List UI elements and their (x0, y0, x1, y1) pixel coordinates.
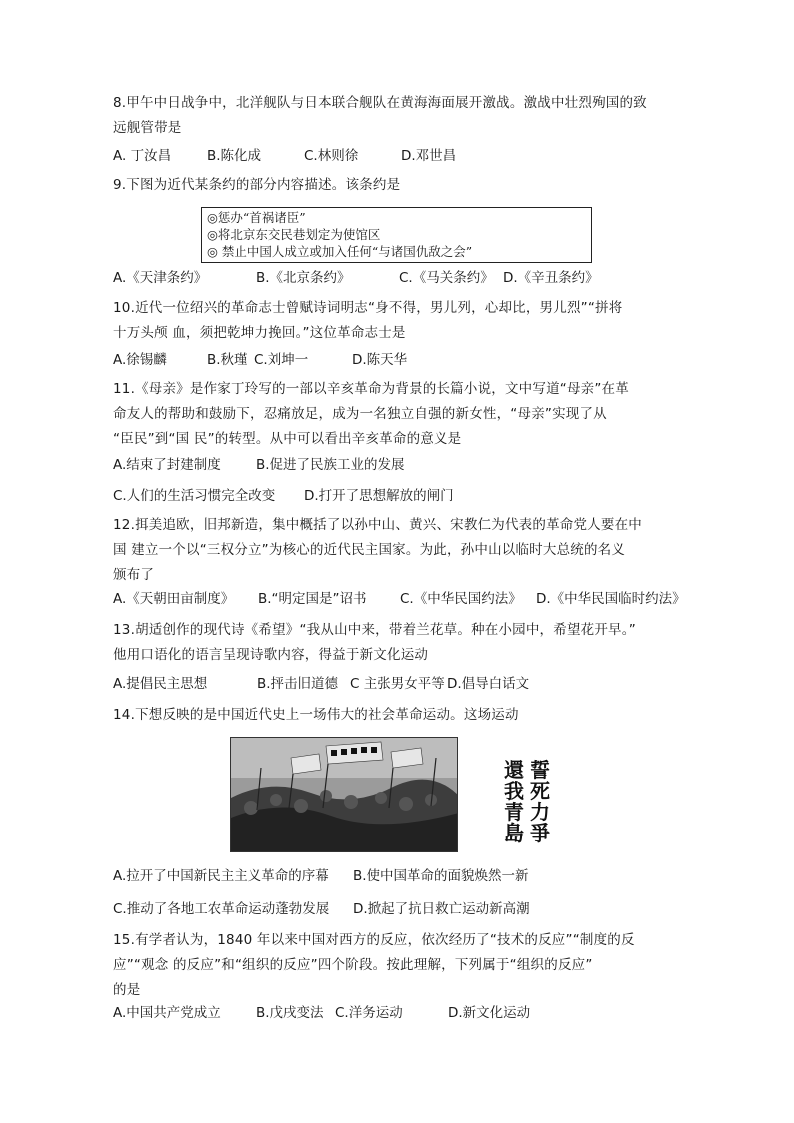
question-8-option-c[interactable]: C.林则徐 (304, 148, 359, 164)
question-11-option-c[interactable]: C.人们的生活习惯完全改变 (113, 488, 276, 504)
question-8-option-b[interactable]: B.陈化成 (207, 148, 262, 164)
question-14-options-row-2 (113, 899, 530, 919)
question-13-option-d[interactable]: D.倡导白话文 (447, 676, 530, 692)
question-12-option-b[interactable]: B.“明定国是”诏书 (258, 591, 367, 607)
question-15 (113, 928, 688, 1003)
question-13-option-b[interactable]: B.抨击旧道德 (257, 676, 339, 692)
question-15-option-a[interactable]: A.中国共产党成立 (113, 1005, 221, 1021)
treaty-excerpt-line-2: ◎将北京东交民巷划定为使馆区 (207, 227, 381, 242)
treaty-excerpt-line-3: ◎ 禁止中国人成立或加入任何“与诸国仇敌之会” (207, 244, 473, 259)
treaty-excerpt-line-1: ◎惩办“首祸诸臣” (207, 210, 306, 225)
question-11-option-a[interactable]: A.结束了封建制度 (113, 457, 221, 473)
question-15-line-1: 15.有学者认为，1840 年以来中国对西方的反应，依次经历了“技术的反应”“制度的反 (113, 932, 635, 948)
question-12 (113, 513, 688, 588)
slogan-right-column: 誓死力爭 (530, 758, 550, 845)
question-13-option-c[interactable]: C 主张男女平等 (350, 676, 445, 692)
question-14-stem: 14.下想反映的是中国近代史上一场伟大的社会革命运动。这场运动 (113, 707, 519, 723)
question-12-line-2: 国 建立一个以“三权分立”为核心的近代民主国家。为此，孙中山以临时大总统的名义 (113, 542, 626, 558)
question-10-option-d[interactable]: D.陈天华 (352, 352, 408, 368)
question-12-option-a[interactable]: A.《天朝田亩制度》 (113, 591, 235, 607)
question-15-line-3: 的是 (113, 982, 141, 998)
question-11-options-row-1 (113, 455, 405, 475)
question-12-option-d[interactable]: D.《中华民国临时约法》 (536, 591, 686, 607)
question-8-line-1: 8.甲午中日战争中，北洋舰队与日本联合舰队在黄海海面展开激战。激战中壮烈殉国的致 (113, 95, 647, 111)
question-14-options-row-1 (113, 866, 529, 886)
question-10-options (113, 350, 407, 370)
question-15-option-d[interactable]: D.新文化运动 (448, 1005, 531, 1021)
question-9-option-b[interactable]: B.《北京条约》 (256, 270, 351, 286)
question-9-option-a[interactable]: A.《天津条约》 (113, 270, 208, 286)
question-13-option-a[interactable]: A.提倡民主思想 (113, 676, 208, 692)
question-12-line-1: 12.挕美追欧，旧邦新造，集中概括了以孙中山、黄兴、宋教仁为代表的革命党人要在中 (113, 517, 642, 533)
question-8-option-d[interactable]: D.邓世昌 (401, 148, 457, 164)
question-11-line-2: 命友人的帮助和鼓励下，忍痛放足，成为一名独立自强的新女性，“母亲”实现了从 (113, 406, 607, 422)
question-8-option-a[interactable]: A. 丁汝昌 (113, 148, 172, 164)
question-12-option-c[interactable]: C.《中华民国约法》 (400, 591, 522, 607)
question-12-options (113, 589, 686, 609)
slogan-calligraphy (500, 760, 552, 845)
question-10-option-a[interactable]: A.徐锡麟 (113, 352, 167, 368)
question-15-line-2: 应”“观念 的反应”和“组织的反应”四个阶段。按此理解，下列属于“组织的反应” (113, 957, 593, 973)
question-8-line-2: 远舰管带是 (113, 120, 182, 136)
question-9-option-c[interactable]: C.《马关条约》 (399, 270, 494, 286)
question-9-stem: 9.下图为近代某条约的部分内容描述。该条约是 (113, 177, 401, 193)
may-fourth-protest-photo (230, 737, 458, 852)
question-11 (113, 377, 688, 452)
question-10-option-b[interactable]: B.秋瑾 (207, 352, 248, 368)
question-11-option-b[interactable]: B.促进了民族工业的发展 (256, 457, 405, 473)
question-11-options-row-2 (113, 486, 454, 506)
question-14-option-a[interactable]: A.拉开了中国新民主主义革命的序幕 (113, 868, 329, 884)
question-10-line-2: 十万头颅 血，须把乾坤力挽回。”这位革命志士是 (113, 325, 406, 341)
question-13-options (113, 674, 529, 694)
question-13-line-2: 他用口语化的语言呈现诗歌内容，得益于新文化运动 (113, 647, 429, 663)
question-10-line-1: 10.近代一位绍兴的革命志士曾赋诗词明志“身不得，男儿列，心却比，男儿烈”“拼将 (113, 300, 623, 316)
question-9-options (113, 268, 599, 288)
slogan-left-column: 還我青島 (504, 758, 524, 845)
question-11-line-1: 11.《母亲》是作家丁玲写的一部以辛亥革命为背景的长篇小说，文中写道“母亲”在革 (113, 381, 629, 397)
question-15-option-c[interactable]: C.洋务运动 (335, 1005, 403, 1021)
question-13 (113, 618, 688, 668)
question-15-option-b[interactable]: B.戊戌变法 (256, 1005, 324, 1021)
question-12-line-3: 颁布了 (113, 567, 155, 583)
question-14 (113, 703, 688, 728)
question-8 (113, 91, 688, 141)
question-8-options (113, 146, 456, 166)
question-14-option-c[interactable]: C.推动了各地工农革命运动蓬勃发展 (113, 901, 330, 917)
protest-photo-illustration (231, 738, 458, 852)
question-14-option-d[interactable]: D.掀起了抗日救亡运动新高潮 (353, 901, 530, 917)
question-14-option-b[interactable]: B.使中国革命的面貌焕然一新 (353, 868, 529, 884)
question-10-option-c[interactable]: C.刘坤一 (254, 352, 309, 368)
question-13-line-1: 13.胡适创作的现代诗《希望》“我从山中来，带着兰花草。种在小园中，希望花开早。” (113, 622, 636, 638)
question-9 (113, 173, 688, 198)
question-11-line-3: “臣民”到“国 民”的转型。从中可以看出辛亥革命的意义是 (113, 431, 462, 447)
treaty-excerpt-box (201, 207, 592, 263)
question-11-option-d[interactable]: D.打开了思想解放的闸门 (304, 488, 454, 504)
question-15-options (113, 1003, 530, 1023)
question-10 (113, 296, 688, 346)
question-9-option-d[interactable]: D.《辛丑条约》 (503, 270, 599, 286)
